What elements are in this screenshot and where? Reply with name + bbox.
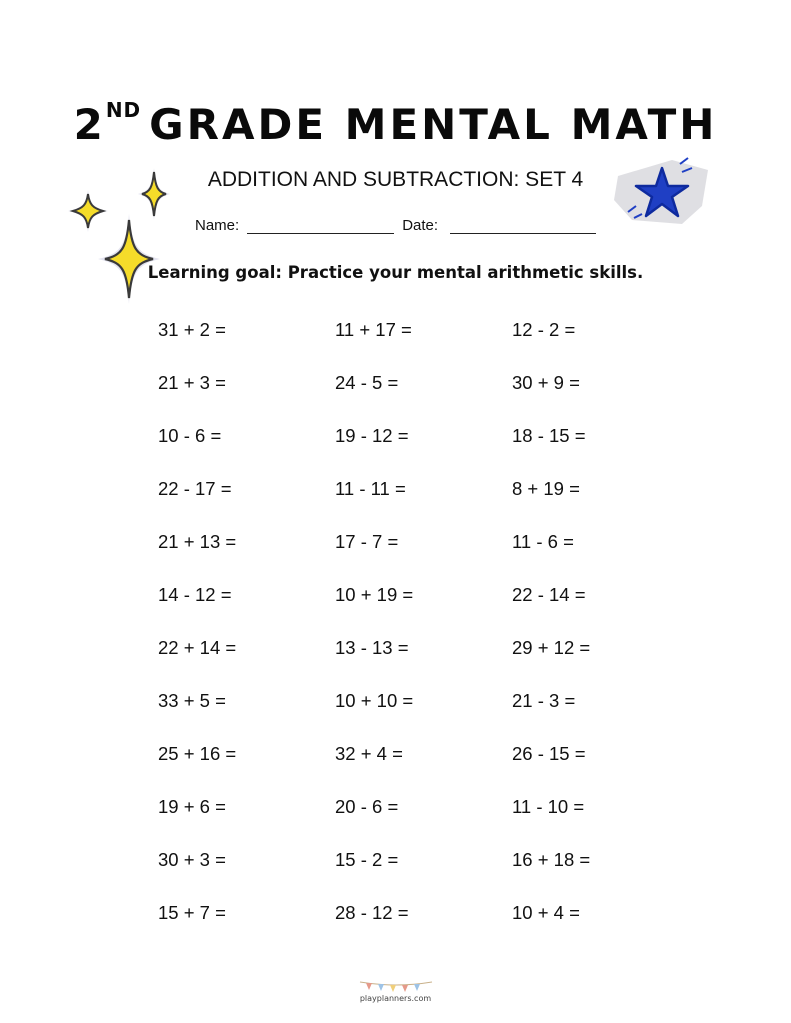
math-problem: 29 + 12 =	[512, 637, 591, 658]
math-problem: 10 + 10 =	[335, 690, 414, 711]
math-problem: 22 - 17 =	[158, 478, 232, 499]
title-text: GRADE MENTAL MATH	[149, 100, 718, 149]
math-problem: 11 - 10 =	[512, 796, 585, 817]
name-label: Name:	[195, 217, 240, 234]
bunting-logo	[356, 980, 436, 994]
worksheet-subtitle: ADDITION AND SUBTRACTION: SET 4	[207, 168, 584, 191]
math-problem: 24 - 5 =	[335, 372, 399, 393]
problem-grid	[158, 318, 658, 954]
math-problem: 10 + 4 =	[512, 902, 580, 923]
worksheet-title	[0, 98, 791, 149]
title-grade-suffix: ND	[105, 98, 142, 122]
math-problem: 12 - 2 =	[512, 319, 576, 340]
math-problem: 19 - 12 =	[335, 425, 409, 446]
math-problem: 25 + 16 =	[158, 743, 237, 764]
math-problem: 17 - 7 =	[335, 531, 399, 552]
math-problem: 30 + 9 =	[512, 372, 580, 393]
date-label: Date:	[402, 217, 439, 234]
math-problem: 20 - 6 =	[335, 796, 399, 817]
math-problem: 19 + 6 =	[158, 796, 226, 817]
footer	[0, 980, 791, 1003]
math-problem: 22 + 14 =	[158, 637, 237, 658]
math-problem: 11 - 11 =	[335, 478, 406, 499]
math-problem: 18 - 15 =	[512, 425, 586, 446]
math-problem: 10 + 19 =	[335, 584, 414, 605]
math-problem: 14 - 12 =	[158, 584, 232, 605]
date-field[interactable]	[450, 219, 596, 234]
math-problem: 32 + 4 =	[335, 743, 403, 764]
math-problem: 16 + 18 =	[512, 849, 591, 870]
math-problem: 11 + 17 =	[335, 319, 412, 340]
sparkle-icon-large	[96, 212, 162, 306]
name-field[interactable]	[247, 219, 394, 234]
math-problem: 33 + 5 =	[158, 690, 226, 711]
name-date-row	[195, 217, 615, 234]
learning-goal: Learning goal: Practice your mental arithmetic skills.	[147, 263, 644, 282]
math-problem: 21 + 13 =	[158, 531, 237, 552]
math-problem: 8 + 19 =	[512, 478, 580, 499]
math-problem: 26 - 15 =	[512, 743, 586, 764]
math-problem: 30 + 3 =	[158, 849, 226, 870]
math-problem: 22 - 14 =	[512, 584, 586, 605]
math-problem: 15 + 7 =	[158, 902, 226, 923]
star-icon	[612, 156, 712, 228]
math-problem: 21 + 3 =	[158, 372, 226, 393]
math-problem: 10 - 6 =	[158, 425, 222, 446]
footer-brand: playplanners.com	[359, 994, 432, 1003]
math-problem: 21 - 3 =	[512, 690, 576, 711]
math-problem: 15 - 2 =	[335, 849, 399, 870]
title-grade-number: 2	[73, 100, 106, 149]
math-problem: 28 - 12 =	[335, 902, 409, 923]
math-problem: 31 + 2 =	[158, 319, 226, 340]
math-problem: 11 - 6 =	[512, 531, 574, 552]
math-problem: 13 - 13 =	[335, 637, 409, 658]
